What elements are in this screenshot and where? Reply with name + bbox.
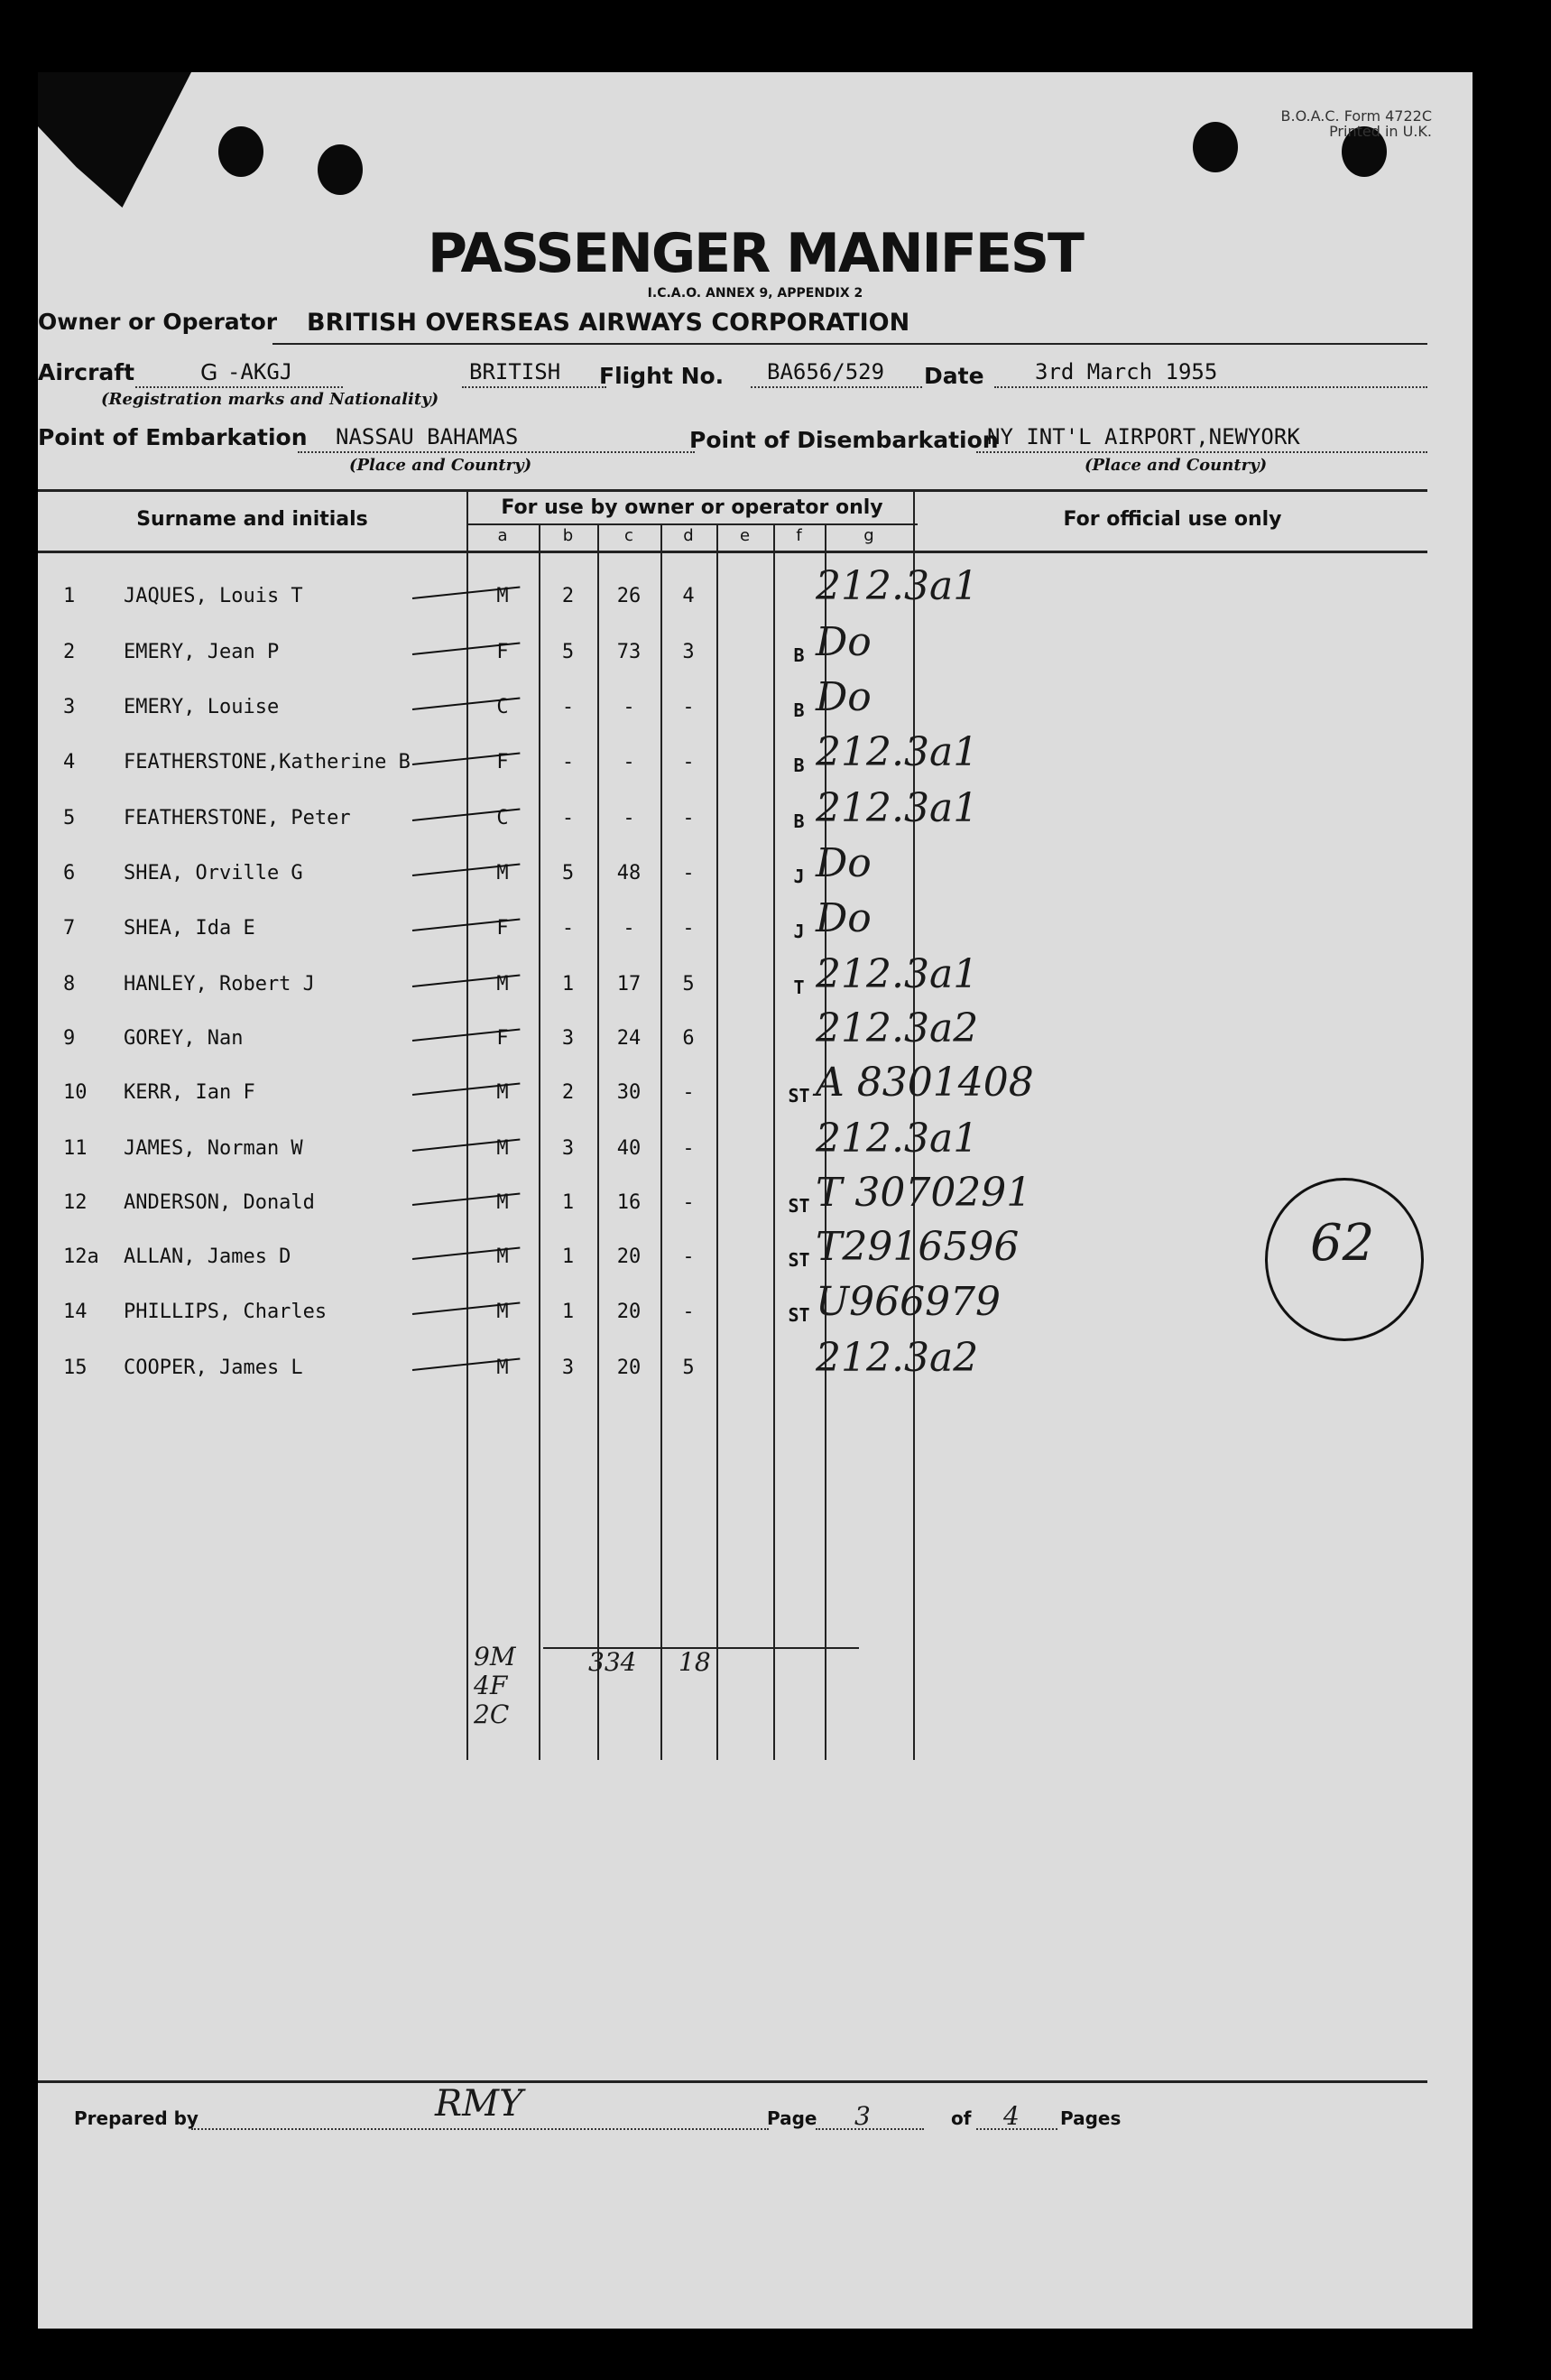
passenger-name: ANDERSON, Donald bbox=[124, 1191, 315, 1214]
passenger-name: EMERY, Louise bbox=[124, 696, 280, 718]
col-header-official: For official use only bbox=[1063, 508, 1282, 531]
cell-c: 48 bbox=[616, 862, 642, 884]
official-annotation: 212.3a2 bbox=[816, 1005, 979, 1051]
cell-c: 20 bbox=[616, 1301, 642, 1323]
disembark-caption: (Place and Country) bbox=[1085, 456, 1268, 475]
passenger-name: JAMES, Norman W bbox=[124, 1137, 303, 1160]
total-children: 2C bbox=[474, 1699, 510, 1729]
cell-f: ST bbox=[788, 1085, 810, 1107]
passenger-name: PHILLIPS, Charles bbox=[124, 1301, 328, 1323]
date-label: Date bbox=[924, 363, 984, 389]
form-code-text: B.O.A.C. Form 4722C bbox=[1280, 107, 1432, 125]
cell-b: - bbox=[561, 917, 575, 940]
punch-hole bbox=[218, 126, 263, 177]
cell-c: 24 bbox=[616, 1027, 642, 1050]
col-letter-f: f bbox=[796, 526, 802, 545]
cell-d: 4 bbox=[682, 585, 695, 607]
row-number: 12 bbox=[63, 1191, 88, 1214]
total-men: 9M bbox=[474, 1642, 516, 1672]
embark-value: NASSAU BAHAMAS bbox=[336, 424, 519, 449]
col-letter-b: b bbox=[562, 526, 574, 545]
cell-b: 3 bbox=[561, 1137, 575, 1160]
cell-sex: C bbox=[496, 807, 509, 829]
row-number: 12a bbox=[63, 1246, 99, 1268]
official-annotation: 212.3a1 bbox=[816, 1116, 979, 1162]
cell-f: ST bbox=[788, 1249, 810, 1271]
cell-f: J bbox=[793, 866, 805, 887]
cell-c: - bbox=[623, 751, 635, 773]
cell-sex: M bbox=[496, 973, 509, 996]
cell-d: - bbox=[682, 807, 695, 829]
passenger-name: EMERY, Jean P bbox=[124, 641, 280, 663]
col-header-surname: Surname and initials bbox=[136, 508, 368, 531]
cell-f: B bbox=[793, 699, 805, 721]
cell-sex: M bbox=[496, 1137, 509, 1160]
col-header-operator: For use by owner or operator only bbox=[501, 496, 883, 519]
row-number: 5 bbox=[63, 807, 76, 829]
cell-c: 20 bbox=[616, 1246, 642, 1268]
cell-b: 1 bbox=[561, 973, 575, 996]
cell-f: B bbox=[793, 755, 805, 776]
cell-sex: M bbox=[496, 1301, 509, 1323]
dotted-line bbox=[298, 451, 695, 453]
cell-f: T bbox=[793, 977, 805, 998]
of-label: of bbox=[951, 2107, 972, 2129]
official-annotation: 212.3a1 bbox=[816, 729, 979, 775]
embark-label: Point of Embarkation bbox=[38, 424, 308, 450]
cell-sex: F bbox=[496, 751, 509, 773]
row-number: 11 bbox=[63, 1137, 88, 1160]
cell-b: - bbox=[561, 751, 575, 773]
embark-caption: (Place and Country) bbox=[349, 456, 532, 475]
punch-hole bbox=[1193, 122, 1238, 172]
cell-f: ST bbox=[788, 1195, 810, 1217]
cell-d: 6 bbox=[682, 1027, 695, 1050]
page-subtitle: I.C.A.O. ANNEX 9, APPENDIX 2 bbox=[647, 286, 863, 301]
dotted-line bbox=[462, 386, 606, 388]
cell-c: 26 bbox=[616, 585, 642, 607]
table-header-rule bbox=[38, 551, 1427, 553]
official-annotation: Do bbox=[816, 674, 872, 720]
total-women: 4F bbox=[474, 1671, 508, 1700]
cell-b: - bbox=[561, 807, 575, 829]
cell-sex: F bbox=[496, 1027, 509, 1050]
cell-b: 1 bbox=[561, 1246, 575, 1268]
official-annotation: 212.3a2 bbox=[816, 1335, 979, 1381]
official-annotation: 212.3a1 bbox=[816, 785, 979, 831]
cell-d: - bbox=[682, 917, 695, 940]
official-annotation: T2916596 bbox=[816, 1224, 1020, 1270]
aircraft-reg: -AKGJ bbox=[227, 359, 293, 384]
cell-d: 5 bbox=[682, 1357, 695, 1379]
row-number: 9 bbox=[63, 1027, 76, 1050]
row-number: 14 bbox=[63, 1301, 88, 1323]
aircraft-caption: (Registration marks and Nationality) bbox=[101, 390, 439, 409]
cell-sex: M bbox=[496, 1191, 509, 1214]
col-letter-d: d bbox=[683, 526, 694, 545]
cell-sex: F bbox=[496, 917, 509, 940]
cell-d: - bbox=[682, 696, 695, 718]
cell-d: - bbox=[682, 1246, 695, 1268]
row-number: 15 bbox=[63, 1357, 88, 1379]
cell-c: 30 bbox=[616, 1081, 642, 1104]
passenger-name: ALLAN, James D bbox=[124, 1246, 291, 1268]
row-number: 8 bbox=[63, 973, 76, 996]
punch-hole bbox=[318, 144, 363, 195]
cell-c: 20 bbox=[616, 1357, 642, 1379]
cell-b: 3 bbox=[561, 1027, 575, 1050]
passenger-name: SHEA, Ida E bbox=[124, 917, 255, 940]
official-annotation: A 8301408 bbox=[816, 1060, 1034, 1106]
passenger-name: KERR, Ian F bbox=[124, 1081, 255, 1104]
disembark-value: NY INT'L AIRPORT,NEWYORK bbox=[987, 424, 1300, 449]
column-divider bbox=[716, 523, 718, 1760]
flight-value: BA656/529 bbox=[767, 359, 885, 384]
row-number: 7 bbox=[63, 917, 76, 940]
col-letter-c: c bbox=[624, 526, 633, 545]
cell-sex: C bbox=[496, 696, 509, 718]
row-number: 2 bbox=[63, 641, 76, 663]
disembark-label: Point of Disembarkation bbox=[689, 427, 999, 453]
totals-a bbox=[474, 1643, 515, 1729]
totals-c: 334 bbox=[588, 1647, 637, 1677]
cell-b: 1 bbox=[561, 1191, 575, 1214]
cell-c: - bbox=[623, 917, 635, 940]
dotted-line bbox=[135, 386, 343, 388]
cell-sex: M bbox=[496, 1357, 509, 1379]
pages-label: Pages bbox=[1060, 2107, 1122, 2129]
cell-sex: M bbox=[496, 1246, 509, 1268]
cell-sex: M bbox=[496, 585, 509, 607]
passenger-name: COOPER, James L bbox=[124, 1357, 303, 1379]
totals-d: 18 bbox=[679, 1647, 711, 1677]
cell-f: J bbox=[793, 921, 805, 942]
cell-c: 16 bbox=[616, 1191, 642, 1214]
aircraft-reg-prefix: G bbox=[200, 359, 218, 385]
flight-label: Flight No. bbox=[599, 363, 725, 389]
page-value: 3 bbox=[854, 2101, 871, 2131]
official-annotation: 212.3a1 bbox=[816, 951, 979, 997]
row-number: 6 bbox=[63, 862, 76, 884]
prepared-value: RMY bbox=[435, 2083, 523, 2125]
form-code bbox=[1281, 108, 1432, 139]
aircraft-nationality: BRITISH bbox=[469, 359, 561, 384]
cell-c: 40 bbox=[616, 1137, 642, 1160]
rule bbox=[272, 343, 1427, 345]
official-annotation: Do bbox=[816, 619, 872, 665]
aircraft-label: Aircraft bbox=[38, 359, 135, 385]
cell-f: ST bbox=[788, 1304, 810, 1326]
passenger-name: FEATHERSTONE,Katherine B bbox=[124, 751, 411, 773]
row-number: 10 bbox=[63, 1081, 88, 1104]
prepared-label: Prepared by bbox=[74, 2107, 198, 2129]
row-number: 1 bbox=[63, 585, 76, 607]
torn-corner bbox=[38, 72, 191, 208]
dotted-line bbox=[191, 2128, 769, 2130]
dotted-line bbox=[994, 386, 1427, 388]
passenger-name: FEATHERSTONE, Peter bbox=[124, 807, 351, 829]
cell-c: - bbox=[623, 807, 635, 829]
cell-b: 5 bbox=[561, 641, 575, 663]
page-label: Page bbox=[767, 2107, 817, 2129]
official-annotation: Do bbox=[816, 895, 872, 941]
cell-d: 3 bbox=[682, 641, 695, 663]
circled-number: 62 bbox=[1310, 1214, 1375, 1273]
dotted-line bbox=[976, 451, 1427, 453]
manifest-sheet bbox=[38, 72, 1473, 2329]
cell-d: - bbox=[682, 751, 695, 773]
owner-label: Owner or Operator bbox=[38, 309, 278, 335]
col-letter-e: e bbox=[739, 526, 751, 545]
passenger-name: GOREY, Nan bbox=[124, 1027, 244, 1050]
cell-d: - bbox=[682, 1191, 695, 1214]
printed-note: Printed in U.K. bbox=[1329, 123, 1432, 140]
cell-d: - bbox=[682, 862, 695, 884]
date-value: 3rd March 1955 bbox=[1035, 359, 1218, 384]
col-letter-a: a bbox=[497, 526, 508, 545]
col-letter-g: g bbox=[863, 526, 874, 545]
table-top-rule bbox=[38, 489, 1427, 492]
of-value: 4 bbox=[1003, 2101, 1020, 2131]
cell-b: - bbox=[561, 696, 575, 718]
cell-f: B bbox=[793, 810, 805, 832]
cell-c: 17 bbox=[616, 973, 642, 996]
row-number: 3 bbox=[63, 696, 76, 718]
cell-c: 73 bbox=[616, 641, 642, 663]
owner-value: BRITISH OVERSEAS AIRWAYS CORPORATION bbox=[307, 309, 910, 337]
cell-sex: F bbox=[496, 641, 509, 663]
dotted-line bbox=[751, 386, 922, 388]
page-title: PASSENGER MANIFEST bbox=[428, 222, 1083, 285]
cell-d: - bbox=[682, 1301, 695, 1323]
passenger-name: HANLEY, Robert J bbox=[124, 973, 315, 996]
footer-rule bbox=[38, 2080, 1427, 2083]
cell-d: - bbox=[682, 1137, 695, 1160]
cell-f: B bbox=[793, 644, 805, 666]
cell-d: - bbox=[682, 1081, 695, 1104]
subheader-rule bbox=[466, 523, 918, 525]
passenger-name: JAQUES, Louis T bbox=[124, 585, 303, 607]
passenger-name: SHEA, Orville G bbox=[124, 862, 303, 884]
row-number: 4 bbox=[63, 751, 76, 773]
official-annotation: T 3070291 bbox=[816, 1170, 1032, 1216]
cell-d: 5 bbox=[682, 973, 695, 996]
official-annotation: 212.3a1 bbox=[816, 563, 979, 609]
cell-b: 5 bbox=[561, 862, 575, 884]
cell-sex: M bbox=[496, 1081, 509, 1104]
cell-c: - bbox=[623, 696, 635, 718]
cell-b: 3 bbox=[561, 1357, 575, 1379]
cell-sex: M bbox=[496, 862, 509, 884]
official-annotation: U966979 bbox=[816, 1279, 1002, 1325]
cell-b: 1 bbox=[561, 1301, 575, 1323]
official-annotation: Do bbox=[816, 840, 872, 886]
cell-b: 2 bbox=[561, 585, 575, 607]
column-divider bbox=[466, 489, 468, 1760]
cell-b: 2 bbox=[561, 1081, 575, 1104]
